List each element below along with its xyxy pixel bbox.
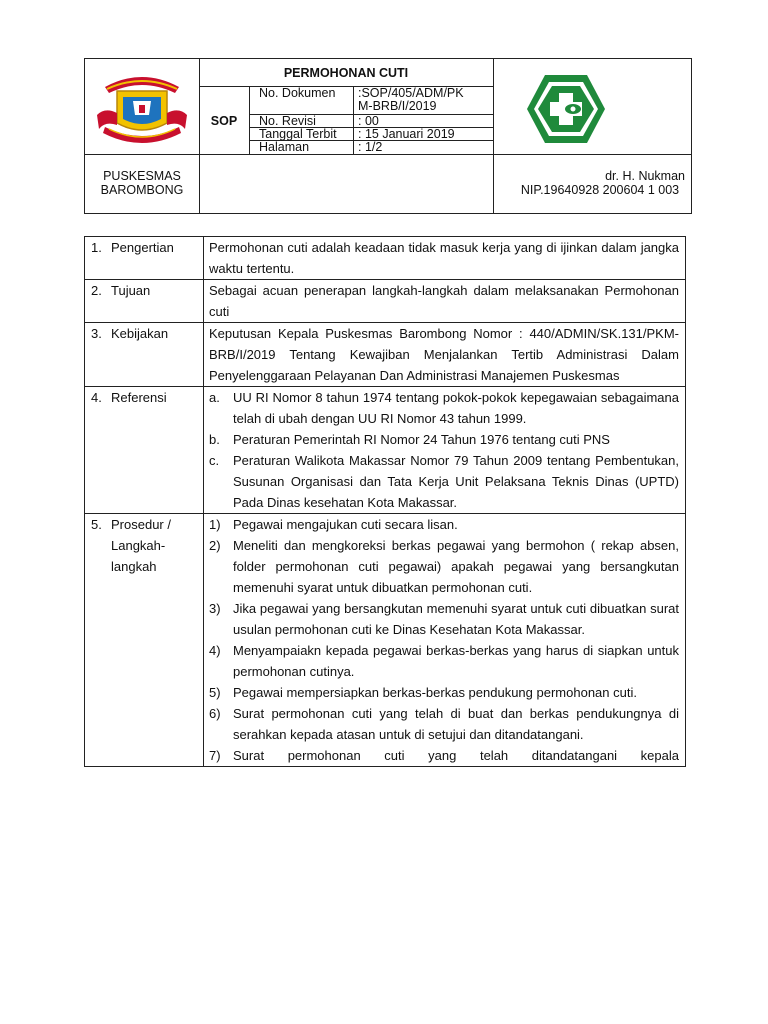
- list-item-text: Surat permohonan cuti yang telah di buat dan berkas pendukungnya di serahkan kepada atasan untuk di setujui dan ditandatangani.: [233, 706, 679, 742]
- list-item: [209, 429, 679, 450]
- section-number: 1.: [91, 240, 102, 255]
- section-label: Prosedur /: [111, 517, 171, 532]
- list-item-text: Pegawai mengajukan cuti secara lisan.: [233, 517, 458, 532]
- table-row: [85, 514, 686, 767]
- list-item-text: Pegawai mempersiapkan berkas-berkas pendukung permohonan cuti.: [233, 685, 637, 700]
- org-name-line2: BAROMBONG: [100, 183, 184, 197]
- table-row: [85, 323, 686, 387]
- list-item-text: UU RI Nomor 8 tahun 1974 tentang pokok-pokok kepegawaian sebagaimana telah di ubah dengan UU RI Nomor 43 tahun 1999.: [233, 390, 679, 426]
- section-label: Pengertian: [111, 240, 174, 255]
- city-emblem-logo: [95, 71, 189, 147]
- document-meta-table: [249, 86, 494, 154]
- section-label-cell: [85, 280, 204, 323]
- header-divider: [85, 154, 199, 155]
- header-divider: [199, 154, 691, 155]
- meta-value-page: : 1/2: [358, 140, 383, 154]
- section-label-cell: [85, 387, 204, 514]
- section-content-cell: [204, 323, 686, 387]
- section-text: Permohonan cuti adalah keadaan tidak masuk kerja yang di ijinkan dalam jangka waktu tertentu.: [209, 240, 679, 276]
- section-number: 4.: [91, 390, 102, 405]
- meta-label-doc-number: No. Dokumen: [259, 86, 336, 100]
- meta-value-doc-number: :SOP/405/ADM/PK: [358, 86, 464, 100]
- list-marker: 7): [209, 748, 221, 763]
- list-marker: a.: [209, 390, 220, 405]
- meta-value-issue-date: : 15 Januari 2019: [358, 127, 455, 141]
- section-content-cell: [204, 387, 686, 514]
- section-label-cell: [85, 237, 204, 280]
- section-label-cont: langkah: [111, 559, 157, 574]
- puskesmas-logo: [525, 73, 607, 145]
- list-item: [209, 745, 679, 766]
- list-marker: 5): [209, 685, 221, 700]
- meta-label-issue-date: Tanggal Terbit: [259, 127, 337, 141]
- signer-name: dr. H. Nukman: [605, 169, 685, 183]
- section-text: Keputusan Kepala Puskesmas Barombong Nomor : 440/ADMIN/SK.131/PKM-BRB/I/2019 Tentang Kewajiban Menjalankan Tertib Administrasi Dalam Penyelenggaraan Pelayanan Dan Administrasi Manajemen Puskesmas: [209, 326, 679, 383]
- list-item: [209, 682, 679, 703]
- meta-label-revision: No. Revisi: [259, 114, 316, 128]
- list-item: [209, 514, 679, 535]
- meta-value-doc-number-cont: M-BRB/I/2019: [358, 99, 437, 113]
- list-item-text: Peraturan Pemerintah RI Nomor 24 Tahun 1976 tentang cuti PNS: [233, 432, 610, 447]
- table-row: [85, 237, 686, 280]
- list-item: [209, 703, 679, 745]
- list-item-text: Peraturan Walikota Makassar Nomor 79 Tahun 2009 tentang Pembentukan, Susunan Organisasi dan Tata Kerja Unit Pelaksana Teknis Dinas (UPTD) Pada Dinas kesehatan Kota Makassar.: [233, 453, 679, 510]
- meta-label-page: Halaman: [259, 140, 310, 154]
- org-name-line1: PUSKESMAS: [103, 169, 181, 183]
- signer-nip: NIP.19640928 200604 1 003: [520, 183, 680, 197]
- table-row: [85, 387, 686, 514]
- section-label-cell: [85, 514, 204, 767]
- section-content-cell: [204, 280, 686, 323]
- section-label-cell: [85, 323, 204, 387]
- list-marker: b.: [209, 432, 220, 447]
- list-item: [209, 387, 679, 429]
- section-number: 2.: [91, 283, 102, 298]
- list-marker: 4): [209, 643, 221, 658]
- document-header: [84, 58, 692, 214]
- list-item: [209, 640, 679, 682]
- section-label: Tujuan: [111, 283, 151, 298]
- list-item-text: Jika pegawai yang bersangkutan memenuhi syarat untuk cuti dibuatkan surat usulan permohonan cuti ke Dinas Kesehatan Kota Makassar.: [233, 601, 679, 637]
- sop-content-table: [84, 236, 686, 767]
- section-label-cont: Langkah-: [111, 538, 166, 553]
- section-number: 5.: [91, 517, 102, 532]
- meta-divider: [353, 86, 354, 154]
- meta-value-revision: : 00: [358, 114, 379, 128]
- section-label: Referensi: [111, 390, 167, 405]
- list-marker: 2): [209, 538, 221, 553]
- list-item-text: Surat permohonan cuti yang telah ditandatangani kepala: [233, 748, 679, 763]
- list-marker: 6): [209, 706, 221, 721]
- list-marker: 1): [209, 517, 221, 532]
- list-item: [209, 535, 679, 598]
- section-label: Kebijakan: [111, 326, 169, 341]
- section-text: Sebagai acuan penerapan langkah-langkah dalam melaksanakan Permohonan cuti: [209, 283, 679, 319]
- list-marker: c.: [209, 453, 220, 468]
- section-content-cell: [204, 237, 686, 280]
- sop-label: SOP: [210, 114, 238, 128]
- list-item: [209, 450, 679, 513]
- list-item-text: Menyampaiakn kepada pegawai berkas-berkas yang harus di siapkan untuk permohonan cutinya.: [233, 643, 679, 679]
- list-item-text: Meneliti dan mengkoreksi berkas pegawai yang bermohon ( rekap absen, folder permohonan cuti pegawai) apakah pegawai yang bersangkutan memenuhi syarat untuk dibuatkan permohonan cuti.: [233, 538, 679, 595]
- section-content-cell: [204, 514, 686, 767]
- table-row: [85, 280, 686, 323]
- section-number: 3.: [91, 326, 102, 341]
- document-title: PERMOHONAN CUTI: [283, 66, 409, 80]
- list-marker: 3): [209, 601, 221, 616]
- list-item: [209, 598, 679, 640]
- header-divider: [199, 59, 200, 213]
